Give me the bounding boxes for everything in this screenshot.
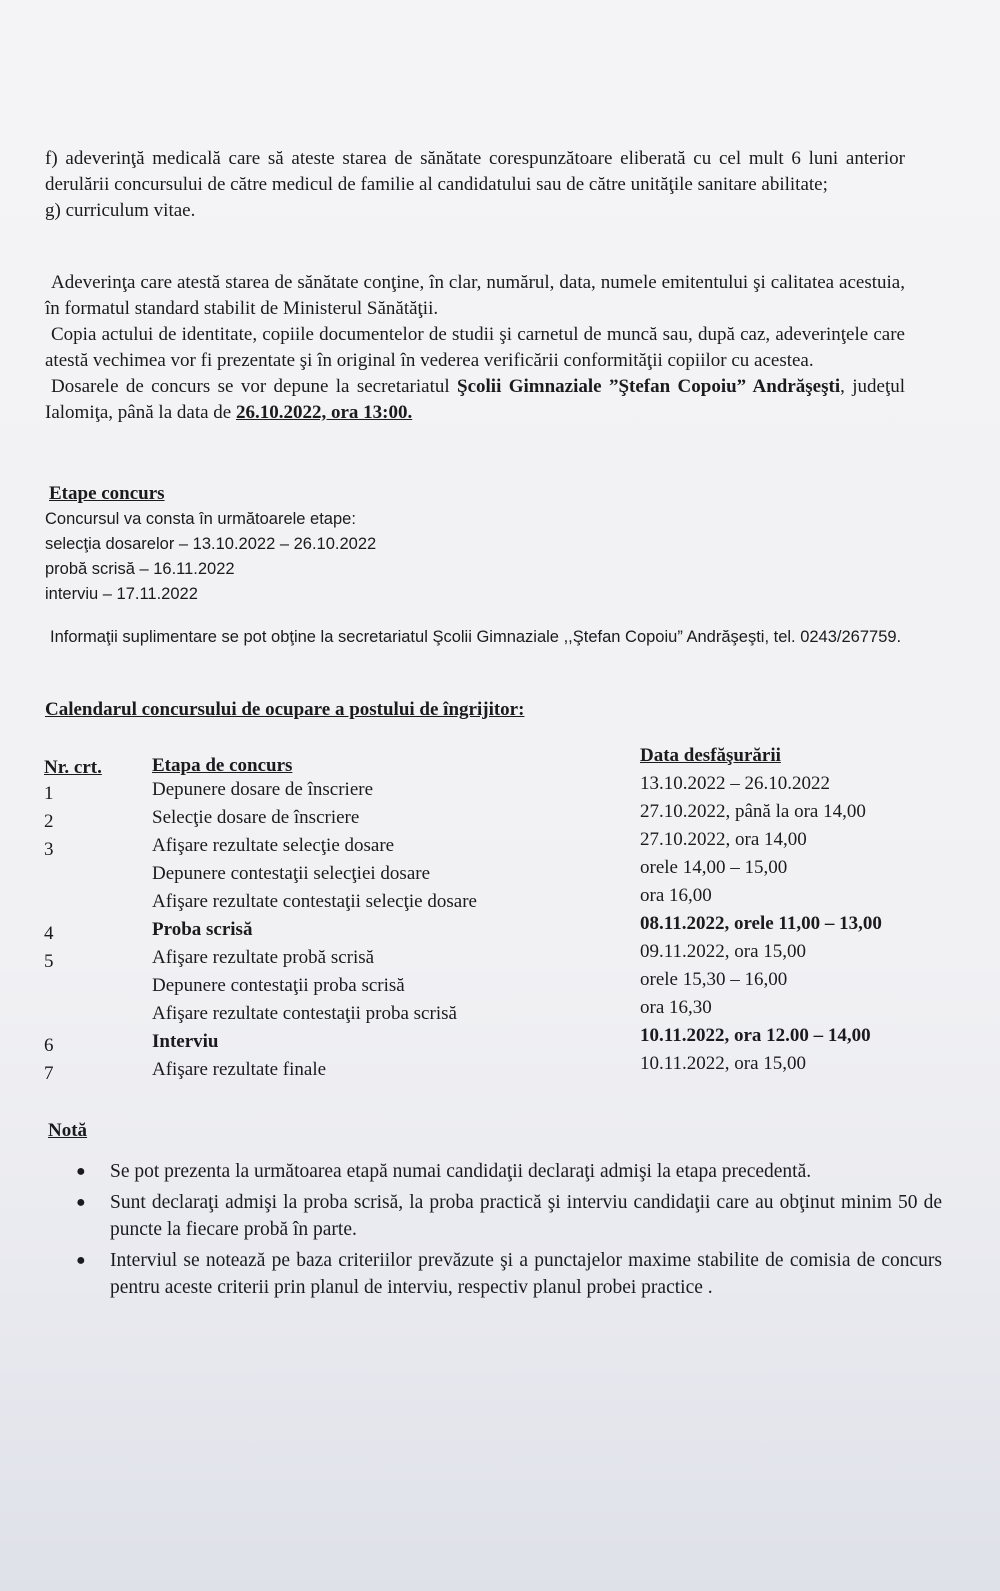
row-date: 27.10.2022, până la ora 14,00 (640, 801, 866, 822)
row-date: 13.10.2022 – 26.10.2022 (640, 773, 830, 794)
bullet-icon: ● (76, 1252, 86, 1269)
list-item: ● Interviul se notează pe baza criteriilor prevăzute şi a punctajelor maxime stabilite de comisia de concurs pentru aceste criterii prin planul de interviu, respectiv planul probei practice . (72, 1247, 942, 1301)
column-header-etapa: Etapa de concurs (152, 755, 293, 776)
table-body (44, 773, 944, 1084)
info-paragraph: Informaţii suplimentare se pot obţine la secretariatul Şcolii Gimnaziale ,,Ştefan Copoiu” Andrăşeşti, tel. 0243/267759. (50, 628, 902, 646)
row-date: 10.11.2022, ora 15,00 (640, 1053, 807, 1074)
row-number: 6 (44, 1035, 54, 1056)
nota-list (72, 1158, 942, 1305)
row-date: 09.11.2022, ora 15,00 (640, 941, 807, 962)
requirement-g: g) curriculum vitae. (45, 200, 196, 221)
row-date: 08.11.2022, orele 11,00 – 13,00 (640, 913, 882, 934)
table-row (44, 857, 944, 888)
etape-heading: Etape concurs (49, 483, 165, 504)
row-number: 3 (44, 839, 54, 860)
row-stage: Afişare rezultate contestaţii selecţie dosare (152, 891, 477, 912)
row-stage: Depunere contestaţii proba scrisă (152, 975, 405, 996)
row-stage: Afişare rezultate selecţie dosare (152, 835, 395, 856)
list-item: ● Se pot prezenta la următoarea etapă numai candidaţii declaraţi admişi la etapa precedentă. (72, 1158, 942, 1185)
table-row (44, 1053, 944, 1084)
row-stage: Afişare rezultate contestaţii proba scrisă (152, 1003, 457, 1024)
calendar-heading: Calendarul concursului de ocupare a postului de îngrijitor: (45, 699, 525, 720)
table-row (44, 1025, 944, 1056)
row-number: 4 (44, 923, 54, 944)
etape-section (45, 481, 905, 607)
row-stage: Interviu (152, 1031, 219, 1052)
table-row (44, 969, 944, 1000)
bullet-icon: ● (76, 1163, 86, 1180)
list-item: ● Sunt declaraţi admişi la proba scrisă, la proba practică şi interviu candidaţii care au obţinut minim 50 de puncte la fiecare probă în parte. (72, 1189, 942, 1243)
row-number: 7 (44, 1063, 54, 1084)
column-header-data: Data desfăşurării (640, 745, 781, 766)
nota-heading: Notă (48, 1120, 88, 1141)
row-date: orele 15,30 – 16,00 (640, 969, 788, 990)
etape-item: interviu – 17.11.2022 (45, 585, 198, 603)
row-number: 5 (44, 951, 54, 972)
column-header-nr: Nr. crt. (44, 757, 102, 778)
table-row (44, 941, 944, 972)
row-stage: Proba scrisă (152, 919, 253, 940)
table-row (44, 913, 944, 944)
table-row (44, 801, 944, 832)
row-stage: Afişare rezultate finale (152, 1059, 327, 1080)
row-date: 10.11.2022, ora 12.00 – 14,00 (640, 1025, 871, 1046)
etape-item: selecţia dosarelor – 13.10.2022 – 26.10.2022 (45, 535, 377, 553)
row-number: 1 (44, 783, 54, 804)
submission-deadline: 26.10.2022, ora 13:00. (235, 402, 413, 423)
row-number: 2 (44, 811, 54, 832)
conditions-paragraphs (45, 270, 905, 426)
etape-intro: Concursul va consta în următoarele etape: (45, 510, 356, 528)
row-stage: Depunere dosare de înscriere (152, 779, 374, 800)
row-stage: Afişare rezultate probă scrisă (152, 947, 375, 968)
school-name: Şcolii Gimnaziale ”Ştefan Copoiu” Andrăşeşti (457, 376, 841, 397)
row-stage: Selecţie dosare de înscriere (152, 807, 360, 828)
requirement-f: f) adeverinţă medicală care să ateste starea de sănătate corespunzătoare eliberată cu cel mult 6 luni anterior derulării concursului de către medicul de familie al candidatului sau de către unităţile sanitare abilitate; (45, 148, 905, 195)
row-stage: Depunere contestaţii selecţiei dosare (152, 863, 431, 884)
submission-paragraph: Dosarele de concurs se vor depune la secretariatul Şcolii Gimnaziale ”Ştefan Copoiu” Andrăşeşti, judeţul Ialomiţa, până la data de 26.10.2022, ora 13:00. (45, 376, 906, 423)
etape-item: probă scrisă – 16.11.2022 (45, 560, 235, 578)
requirements-list (45, 146, 905, 224)
calendar-table (44, 745, 944, 1084)
row-date: orele 14,00 – 15,00 (640, 857, 788, 878)
medical-certificate-paragraph: Adeverinţa care atestă starea de sănătate conţine, în clar, numărul, data, numele emitentului şi calitatea acestuia, în formatul standard stabilit de Ministerul Sănătăţii. (45, 272, 905, 319)
documents-original-paragraph: Copia actului de identitate, copiile documentelor de studii şi carnetul de muncă sau, după caz, adeverinţele care atestă vechimea vor fi prezentate şi în original în vederea verificării conformităţii copiilor cu acestea. (45, 324, 905, 371)
bullet-icon: ● (76, 1194, 86, 1211)
row-date: ora 16,30 (640, 997, 712, 1018)
calendar-section (45, 697, 905, 723)
row-date: 27.10.2022, ora 14,00 (640, 829, 807, 850)
table-row (44, 829, 944, 860)
nota-section (45, 1118, 905, 1144)
row-date: ora 16,00 (640, 885, 712, 906)
